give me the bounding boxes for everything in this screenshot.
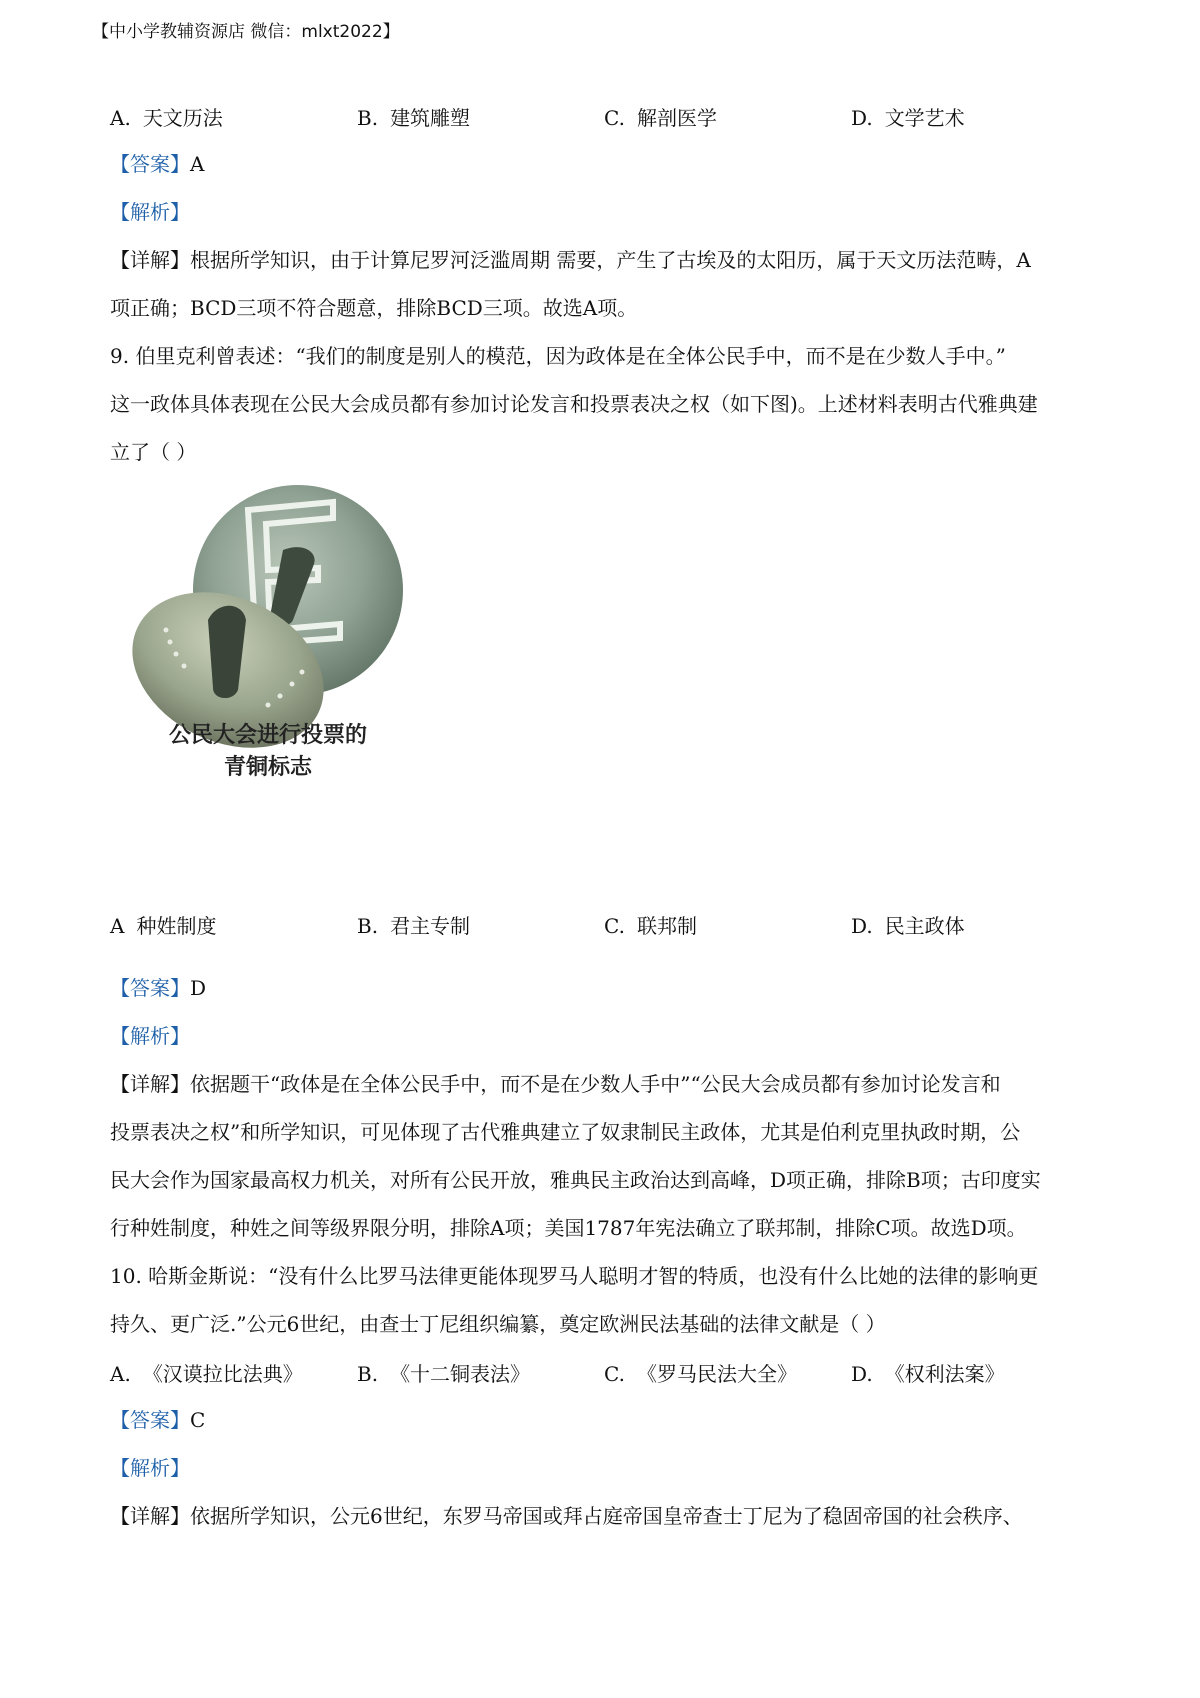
page-header: 【中小学教辅资源店 微信：mlxt2022】 — [92, 22, 400, 42]
q10-analysis-tag: 【解析】 — [110, 1456, 190, 1480]
q8-answer: 【答案】A — [110, 152, 205, 176]
q8-analysis-tag: 【解析】 — [110, 200, 190, 224]
q8-detail-line-2: 项正确；BCD三项不符合题意，排除BCD三项。故选A项。 — [110, 296, 638, 320]
q9-stem-line-2: 这一政体具体表现在公民大会成员都有参加讨论发言和投票表决之权（如下图)。上述材料表明古代雅典建 — [110, 392, 1038, 416]
q9-option-c: C. 联邦制 — [604, 914, 697, 938]
q9-detail-line-2: 投票表决之权”和所学知识，可见体现了古代雅典建立了奴隶制民主政体，尤其是伯利克里执政时期，公 — [110, 1120, 1021, 1144]
figure-caption-line-1: 公民大会进行投票的 — [168, 723, 367, 748]
q9-answer: 【答案】D — [110, 976, 207, 1000]
q8-option-c: C. 解剖医学 — [604, 106, 717, 130]
q10-stem-line-2: 持久、更广泛.”公元6世纪，由查士丁尼组织编纂，奠定欧洲民法基础的法律文献是（ ） — [110, 1312, 886, 1336]
q9-stem-line-3: 立了（ ） — [110, 440, 197, 464]
q8-options — [110, 102, 1110, 130]
q10-option-a: A. 《汉谟拉比法典》 — [110, 1362, 303, 1386]
q10-options — [110, 1358, 1110, 1386]
q9-detail-line-4: 行种姓制度，种姓之间等级界限分明，排除A项；美国1787年宪法确立了联邦制，排除C项。故选D项。 — [110, 1216, 1027, 1240]
q10-option-b: B. 《十二铜表法》 — [357, 1362, 531, 1386]
figure-caption-line-2: 青铜标志 — [223, 755, 312, 780]
q10-option-d: D. 《权利法案》 — [851, 1362, 1005, 1386]
q10-answer: 【答案】C — [110, 1408, 206, 1432]
q10-detail-line-1: 【详解】依据所学知识，公元6世纪，东罗马帝国或拜占庭帝国皇帝查士丁尼为了稳固帝国的社会秩序、 — [110, 1504, 1023, 1528]
q9-analysis-tag: 【解析】 — [110, 1024, 190, 1048]
q9-option-b: B. 君主专制 — [357, 914, 471, 938]
bronze-voting-token-figure — [118, 480, 418, 840]
q9-detail-line-1: 【详解】依据题干“政体是在全体公民手中，而不是在少数人手中”“公民大会成员都有参加讨论发言和 — [110, 1072, 1001, 1096]
q9-detail-line-3: 民大会作为国家最高权力机关，对所有公民开放，雅典民主政治达到高峰，D项正确，排除B项；古印度实 — [110, 1168, 1041, 1192]
q10-option-c: C. 《罗马民法大全》 — [604, 1362, 797, 1386]
q8-detail-line-1: 【详解】根据所学知识，由于计算尼罗河泛滥周期 需要，产生了古埃及的太阳历，属于天文历法范畴，A — [110, 248, 1031, 272]
q8-option-a: A. 天文历法 — [110, 106, 223, 130]
q10-stem-line-1: 10. 哈斯金斯说：“没有什么比罗马法律更能体现罗马人聪明才智的特质，也没有什么比她的法律的影响更 — [110, 1264, 1039, 1288]
q8-option-b: B. 建筑雕塑 — [357, 106, 471, 130]
q9-option-d: D. 民主政体 — [851, 914, 965, 938]
q8-option-d: D. 文学艺术 — [851, 106, 965, 130]
q9-option-a: A 种姓制度 — [110, 914, 217, 938]
q9-stem-line-1: 9. 伯里克利曾表述：“我们的制度是别人的模范，因为政体是在全体公民手中，而不是在少数人手中。” — [110, 344, 1006, 368]
q9-options — [110, 910, 1110, 938]
